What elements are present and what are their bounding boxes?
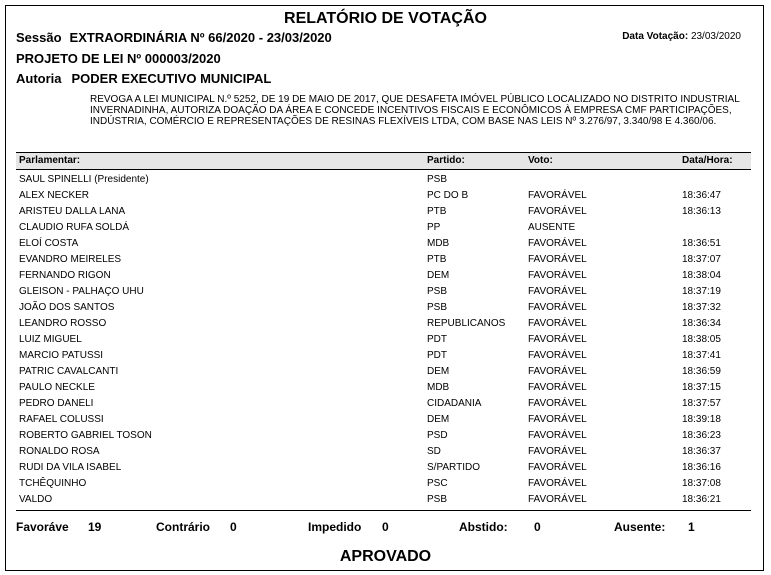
vote-date-value: 23/03/2020: [690, 31, 741, 42]
author-label: Autoria: [16, 71, 62, 86]
cell-parlamentar: RAFAEL COLUSSI: [19, 414, 104, 425]
session-value: EXTRAORDINÁRIA Nº 66/2020 - 23/03/2020: [69, 30, 332, 45]
cell-partido: DEM: [427, 414, 450, 425]
cell-voto: FAVORÁVEL: [528, 382, 587, 393]
header-datahora: Data/Hora:: [682, 155, 733, 166]
total-ausente-label: Ausente:: [614, 520, 666, 534]
total-impedido: 0: [382, 520, 389, 534]
cell-datahora: 18:36:23: [682, 430, 721, 441]
cell-datahora: 18:36:21: [682, 494, 721, 505]
cell-voto: FAVORÁVEL: [528, 334, 587, 345]
table-row: [16, 348, 751, 364]
table-header: [16, 152, 751, 170]
cell-datahora: 18:36:34: [682, 318, 721, 329]
cell-voto: FAVORÁVEL: [528, 462, 587, 473]
cell-voto: AUSENTE: [528, 222, 576, 233]
cell-voto: FAVORÁVEL: [528, 446, 587, 457]
cell-voto: FAVORÁVEL: [528, 302, 587, 313]
table-row: [16, 188, 751, 204]
table-row: [16, 492, 751, 508]
table-row: [16, 444, 751, 460]
cell-datahora: 18:36:13: [682, 206, 721, 217]
cell-parlamentar: ROBERTO GABRIEL TOSON: [19, 430, 152, 441]
cell-partido: PSC: [427, 478, 448, 489]
table-row: [16, 412, 751, 428]
table-row: [16, 460, 751, 476]
cell-parlamentar: ALEX NECKER: [19, 190, 90, 201]
cell-parlamentar: LUIZ MIGUEL: [19, 334, 82, 345]
header-parlamentar: Parlamentar:: [19, 155, 81, 166]
cell-datahora: 18:36:47: [682, 190, 721, 201]
cell-voto: FAVORÁVEL: [528, 270, 587, 281]
cell-parlamentar: SAUL SPINELLI (Presidente): [19, 174, 149, 185]
cell-parlamentar: PEDRO DANELI: [19, 398, 94, 409]
cell-datahora: 18:36:59: [682, 366, 721, 377]
cell-datahora: 18:36:37: [682, 446, 721, 457]
cell-voto: FAVORÁVEL: [528, 286, 587, 297]
cell-voto: FAVORÁVEL: [528, 414, 587, 425]
cell-parlamentar: RUDI DA VILA ISABEL: [19, 462, 122, 473]
table-row: [16, 268, 751, 284]
cell-partido: PTB: [427, 206, 447, 217]
vote-date-label: Data Votação:: [622, 31, 689, 42]
table-row: [16, 428, 751, 444]
total-contrario: 0: [230, 520, 237, 534]
total-abstido-label: Abstido:: [459, 520, 508, 534]
cell-datahora: 18:36:16: [682, 462, 721, 473]
cell-parlamentar: GLEISON - PALHAÇO UHU: [19, 286, 144, 297]
table-row: [16, 476, 751, 492]
cell-datahora: 18:36:51: [682, 238, 721, 249]
cell-partido: REPUBLICANOS: [427, 318, 506, 329]
cell-parlamentar: EVANDRO MEIRELES: [19, 254, 122, 265]
cell-datahora: 18:37:41: [682, 350, 721, 361]
cell-partido: MDB: [427, 238, 450, 249]
cell-parlamentar: ARISTEU DALLA LANA: [19, 206, 126, 217]
author-value: PODER EXECUTIVO MUNICIPAL: [71, 71, 272, 86]
table-row: [16, 316, 751, 332]
cell-partido: PSD: [427, 430, 448, 441]
cell-datahora: 18:37:19: [682, 286, 721, 297]
cell-datahora: 18:37:32: [682, 302, 721, 313]
cell-datahora: 18:37:07: [682, 254, 721, 265]
cell-parlamentar: CLAUDIO RUFA SOLDÁ: [19, 222, 130, 233]
cell-parlamentar: PAULO NECKLE: [19, 382, 95, 393]
table-row: [16, 396, 751, 412]
session-line: [16, 30, 332, 45]
table-row: [16, 236, 751, 252]
cell-partido: PSB: [427, 494, 448, 505]
cell-parlamentar: VALDO: [19, 494, 53, 505]
cell-parlamentar: LEANDRO ROSSO: [19, 318, 107, 329]
table-row: [16, 332, 751, 348]
cell-datahora: 18:37:57: [682, 398, 721, 409]
author-line: [16, 71, 271, 86]
total-favoravel: 19: [88, 520, 102, 534]
cell-partido: PSB: [427, 174, 448, 185]
cell-datahora: 18:37:15: [682, 382, 721, 393]
total-impedido-label: Impedido: [308, 520, 362, 534]
cell-parlamentar: FERNANDO RIGON: [19, 270, 111, 281]
cell-voto: FAVORÁVEL: [528, 350, 587, 361]
table-row: [16, 364, 751, 380]
cell-datahora: 18:38:04: [682, 270, 721, 281]
cell-partido: DEM: [427, 366, 450, 377]
table-row: [16, 284, 751, 300]
session-label: Sessão: [16, 30, 62, 45]
cell-partido: PSB: [427, 286, 448, 297]
cell-partido: PSB: [427, 302, 448, 313]
vote-table-body: [16, 172, 751, 508]
table-row: [16, 220, 751, 236]
table-row: [16, 204, 751, 220]
cell-voto: FAVORÁVEL: [528, 318, 587, 329]
cell-voto: FAVORÁVEL: [528, 190, 587, 201]
cell-partido: PC DO B: [427, 190, 469, 201]
cell-partido: S/PARTIDO: [427, 462, 480, 473]
cell-partido: DEM: [427, 270, 450, 281]
header-voto: Voto:: [528, 155, 553, 166]
cell-voto: FAVORÁVEL: [528, 478, 587, 489]
cell-partido: PDT: [427, 334, 447, 345]
cell-partido: CIDADANIA: [427, 398, 482, 409]
total-ausente: 1: [688, 520, 695, 534]
cell-partido: PTB: [427, 254, 447, 265]
cell-parlamentar: PATRIC CAVALCANTI: [19, 366, 119, 377]
vote-result: APROVADO: [339, 548, 432, 565]
header-partido: Partido:: [427, 155, 465, 166]
bill-title: PROJETO DE LEI Nº 000003/2020: [16, 51, 221, 66]
cell-voto: FAVORÁVEL: [528, 254, 587, 265]
cell-parlamentar: TCHÊQUINHO: [19, 478, 87, 489]
cell-voto: FAVORÁVEL: [528, 430, 587, 441]
cell-datahora: 18:38:05: [682, 334, 721, 345]
cell-partido: SD: [427, 446, 441, 457]
cell-partido: PDT: [427, 350, 447, 361]
cell-parlamentar: MARCIO PATUSSI: [19, 350, 104, 361]
cell-parlamentar: ELOÍ COSTA: [19, 238, 79, 249]
table-row: [16, 380, 751, 396]
cell-datahora: 18:37:08: [682, 478, 721, 489]
report-title: RELATÓRIO DE VOTAÇÃO: [284, 10, 487, 27]
cell-voto: FAVORÁVEL: [528, 238, 587, 249]
cell-partido: PP: [427, 222, 441, 233]
cell-parlamentar: JOÃO DOS SANTOS: [19, 302, 115, 313]
cell-partido: MDB: [427, 382, 450, 393]
vote-date: [622, 31, 741, 42]
table-row: [16, 300, 751, 316]
cell-voto: FAVORÁVEL: [528, 398, 587, 409]
total-contrario-label: Contrário: [156, 520, 210, 534]
cell-parlamentar: RONALDO ROSA: [19, 446, 100, 457]
cell-datahora: 18:39:18: [682, 414, 721, 425]
totals-divider: [16, 510, 751, 511]
cell-voto: FAVORÁVEL: [528, 366, 587, 377]
total-abstido: 0: [534, 520, 541, 534]
cell-voto: FAVORÁVEL: [528, 494, 587, 505]
table-row: [16, 172, 751, 188]
totals-line: [16, 520, 751, 536]
bill-summary: REVOGA A LEI MUNICIPAL N.º 5252, DE 19 DE MAIO DE 2017, QUE DESAFETA IMÓVEL PÚBLICO LOCALIZADO NO DISTRITO INDUSTRIAL INVERNADINHA, AUTORIZA DOAÇÃO DA ÁREA E CONCEDE INCENTIVOS FISCAIS E ECONÔMICOS À EMPRESA CMF PARTICIPAÇÕES, INDÚSTRIA, COMÉRCIO E REPRESENTAÇÕES DE RESINAS FLEXÍVEIS LTDA, COM BASE NAS LEIS Nº 3.276/97, 3.340/98 E 4.360/06.: [90, 94, 740, 127]
cell-voto: FAVORÁVEL: [528, 206, 587, 217]
total-favoravel-label: Favoráve: [16, 520, 69, 534]
table-row: [16, 252, 751, 268]
